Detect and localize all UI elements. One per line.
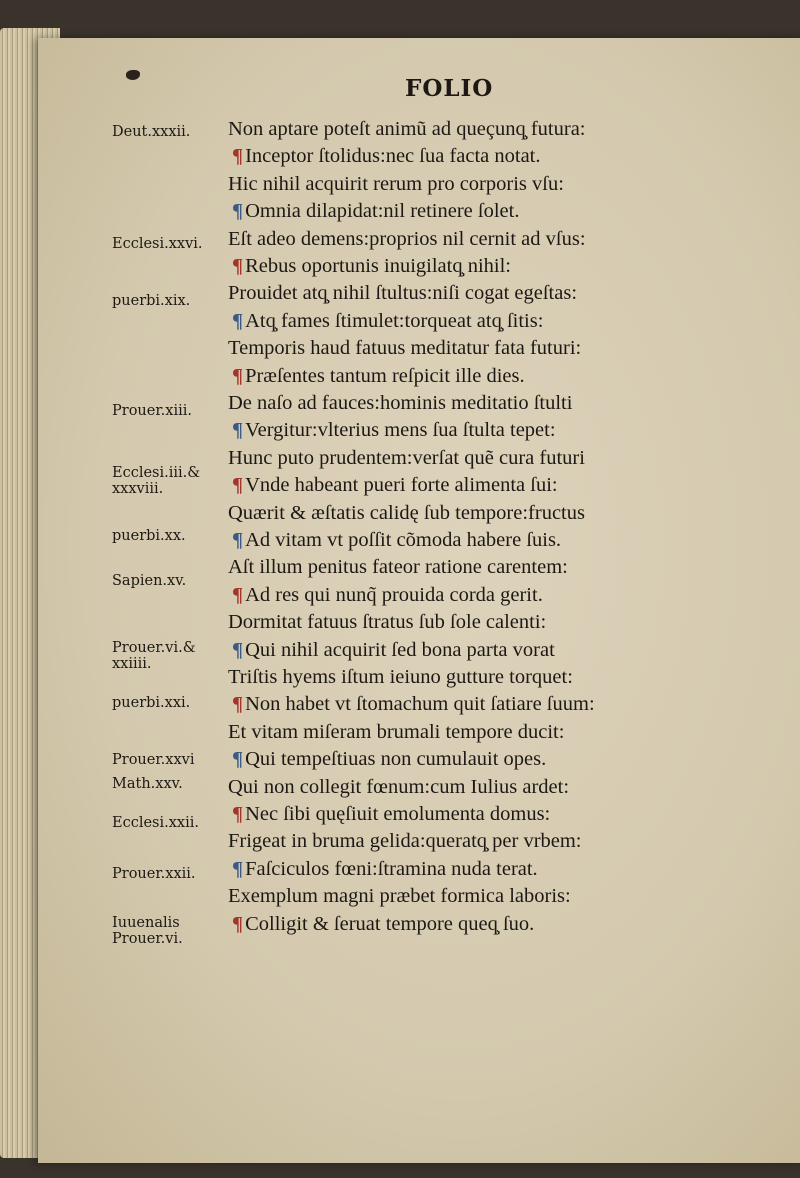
verse-text: Qui non collegit fœnum:cum Iulius ardet: <box>228 775 570 798</box>
verse-text: Nec ſibi quęſiuit emolumenta domus: <box>245 803 551 825</box>
verse-text: Rebus oportunis inuigilatq̧ nihil: <box>245 255 512 277</box>
verse-line <box>232 803 550 826</box>
verse-text: Hic nihil acquirit rerum pro corporis vſu: <box>228 172 564 195</box>
verse-line <box>228 118 586 141</box>
pilcrow-icon: ¶ <box>232 857 244 880</box>
verse-line <box>232 255 511 278</box>
verse-line <box>228 666 573 689</box>
verse-text: Non habet vt ſtomachum quit ſatiare ſuum: <box>245 693 595 716</box>
margin-note: Ecclesi.iii.& xxxviii. <box>112 465 201 497</box>
verse-text: Ad vitam vt poſſit cõmoda habere ſuis. <box>245 529 562 551</box>
verse-text: Prouidet atq̧ nihil ſtultus:niſi cogat egeſtas: <box>228 282 578 305</box>
pilcrow-icon: ¶ <box>232 693 244 716</box>
margin-note: Sapien.xv. <box>112 573 187 589</box>
verse-line <box>232 858 538 881</box>
verse-line <box>232 419 556 442</box>
verse-text: Dormitat fatuus ſtratus ſub ſole calenti: <box>228 611 547 634</box>
verse-line <box>228 830 582 853</box>
verse-text: Aſt illum penitus fateor ratione carentem: <box>228 556 568 579</box>
pilcrow-icon: ¶ <box>232 638 244 661</box>
verse-text: Non aptare poteſt animũ ad queçunq̧ futura: <box>228 118 586 140</box>
pilcrow-icon: ¶ <box>232 583 244 606</box>
margin-note: Deut.xxxii. <box>112 124 191 140</box>
margin-note: Prouer.xxii. <box>112 866 196 882</box>
verse-text: Colligit & ſeruat tempore queq̧ ſuo. <box>245 912 535 935</box>
verse-text: Omnia dilapidat:nil retinere ſolet. <box>245 200 520 223</box>
verse-line <box>228 721 564 744</box>
margin-note: Ecclesi.xxii. <box>112 815 199 831</box>
verse-text: Et vitam miſeram brumali tempore ducit: <box>228 720 565 743</box>
verse-line <box>228 502 585 525</box>
verse-line <box>228 282 577 305</box>
verse-text: Ad res qui nunq̃ prouida corda gerit. <box>245 583 543 606</box>
verse-line <box>228 556 568 579</box>
margin-note: puerbi.xx. <box>112 528 186 544</box>
verse-text: Triſtis hyems iſtum ieiuno gutture torquet: <box>228 666 573 688</box>
margin-note: Prouer.vi.& xxiiii. <box>112 640 196 672</box>
verse-line <box>232 365 525 388</box>
pilcrow-icon: ¶ <box>232 474 244 497</box>
verse-text: Præſentes tantum reſpicit ille dies. <box>245 364 525 387</box>
verse-line <box>232 584 543 607</box>
pilcrow-icon: ¶ <box>232 145 244 168</box>
verse-text: Quærit & æſtatis calidę ſub tempore:fructus <box>228 501 585 524</box>
pilcrow-icon: ¶ <box>232 364 244 387</box>
verse-line <box>232 145 541 168</box>
verse-text: Qui tempeſtiuas non cumulauit opes. <box>245 748 547 771</box>
verse-text: Frigeat in bruma gelida:queratq̧ per vrbem: <box>228 830 582 853</box>
verse-text: De naſo ad fauces:hominis meditatio ſtulti <box>228 392 573 414</box>
margin-note: puerbi.xix. <box>112 293 191 309</box>
verse-line <box>232 639 555 662</box>
verse-text: Inceptor ſtolidus:nec ſua facta notat. <box>245 145 541 168</box>
verse-text: Vergitur:vlterius mens ſua ſtulta tepet: <box>245 419 556 442</box>
verse-line <box>232 693 595 716</box>
pilcrow-icon: ¶ <box>232 419 244 442</box>
verse-line <box>228 337 581 360</box>
verse-line <box>228 392 572 415</box>
pilcrow-icon: ¶ <box>232 912 244 935</box>
pilcrow-icon: ¶ <box>232 200 244 223</box>
verse-text: Atq̧ fames ſtimulet:torqueat atq̧ ſitis: <box>245 309 544 332</box>
margin-note: puerbi.xxi. <box>112 695 191 711</box>
verse-line <box>232 310 543 333</box>
pilcrow-icon: ¶ <box>232 255 244 277</box>
margin-note: Prouer.xiii. <box>112 403 192 419</box>
verse-line <box>232 913 534 936</box>
verse-line <box>232 529 561 552</box>
verse-line <box>232 474 558 497</box>
pilcrow-icon: ¶ <box>232 803 244 825</box>
verse-text: Temporis haud fatuus meditatur fata futuri: <box>228 337 582 360</box>
pilcrow-icon: ¶ <box>232 309 244 332</box>
verse-text: Faſciculos fœni:ſtramina nuda terat. <box>245 857 538 880</box>
verse-text: Vnde habeant pueri forte alimenta ſui: <box>245 474 558 497</box>
verse-text: Eſt adeo demens:proprios nil cernit ad vſus: <box>228 227 586 250</box>
verse-text: Hunc puto prudentem:verſat quẽ cura futuri <box>228 446 585 469</box>
margin-note: Math.xxv. <box>112 776 183 792</box>
folio-header: FOLIO <box>405 75 494 102</box>
verse-line <box>228 611 546 634</box>
verse-line <box>232 748 546 771</box>
verse-line <box>228 228 586 251</box>
verse-text: Qui nihil acquirit ſed bona parta vorat <box>245 638 555 661</box>
margin-note: Ecclesi.xxvi. <box>112 236 203 252</box>
margin-note: Iuuenalis Prouer.vi. <box>112 915 183 947</box>
verse-line <box>232 200 519 223</box>
verse-line <box>228 447 585 470</box>
margin-note: Prouer.xxvi <box>112 752 195 768</box>
verse-line <box>228 776 569 799</box>
verse-text: Exemplum magni præbet formica laboris: <box>228 885 571 908</box>
verse-line <box>228 885 571 908</box>
pilcrow-icon: ¶ <box>232 529 244 551</box>
pilcrow-icon: ¶ <box>232 748 244 771</box>
verse-line <box>228 173 564 196</box>
